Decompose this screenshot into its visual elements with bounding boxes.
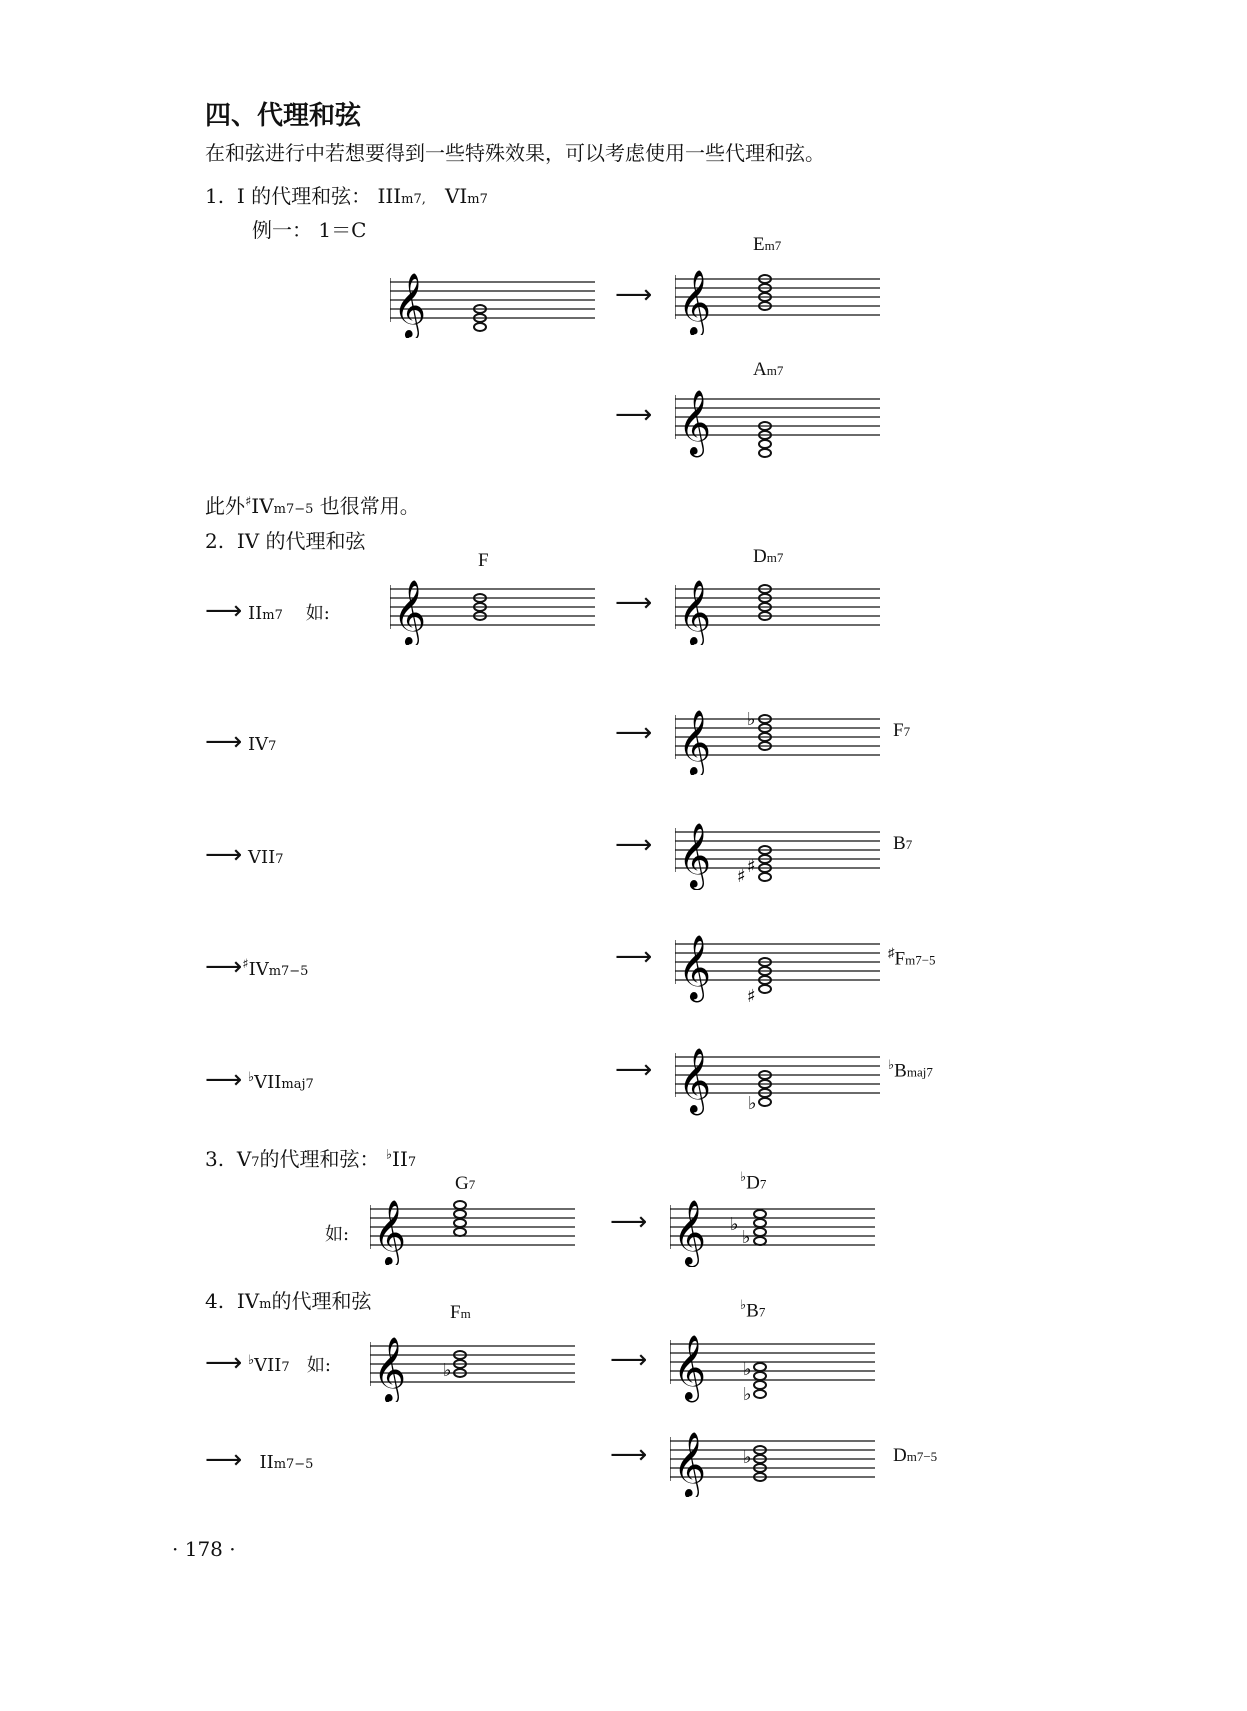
treble-clef-icon: 𝄞 — [678, 823, 712, 888]
staff-g7 — [370, 1195, 580, 1265]
s4-row1-label: ⟶ ♭VII7 如: — [205, 1348, 331, 1378]
s3-heading: 3. V7的代理和弦： ♭II7 — [205, 1147, 417, 1171]
treble-clef-icon: 𝄞 — [393, 580, 427, 645]
staff-b7 — [675, 818, 885, 890]
arrow-6: ⟶ — [615, 942, 653, 972]
s2-heading: 2. IV 的代理和弦 — [205, 529, 366, 553]
sharp-icon: ♯ — [747, 856, 756, 877]
s2-row4-label: ⟶♯IVm7−5 — [205, 952, 309, 982]
staff-dm7 — [675, 575, 885, 645]
staff-fm — [370, 1332, 580, 1402]
section-title: 四、代理和弦 — [205, 101, 362, 131]
chord-dm7-5: Dm7−5 — [893, 1445, 938, 1466]
staff-c-major — [390, 268, 600, 338]
flat-icon: ♭ — [743, 1447, 752, 1468]
arrow-8: ⟶ — [610, 1207, 648, 1237]
s2-row5-label: ⟶ ♭VIImaj7 — [205, 1065, 314, 1095]
s2-row2-label: ⟶ IV7 — [205, 727, 277, 757]
treble-clef-icon: 𝄞 — [393, 273, 427, 338]
staff-em7 — [675, 265, 885, 335]
arrow-5: ⟶ — [615, 830, 653, 860]
sharp-icon: ♯ — [737, 866, 746, 887]
chord-dflat7: ♭D7 — [740, 1169, 767, 1194]
flat-icon: ♭ — [730, 1214, 739, 1235]
treble-clef-icon: 𝄞 — [678, 270, 712, 335]
staff-dm7-5 — [670, 1427, 880, 1497]
treble-clef-icon: 𝄞 — [678, 710, 712, 775]
chord-f: F — [478, 550, 489, 571]
arrow-9: ⟶ — [610, 1345, 648, 1375]
chord-g7: G7 — [455, 1173, 476, 1194]
s3-ru-label: 如: — [325, 1224, 350, 1245]
arrow-7: ⟶ — [615, 1055, 653, 1085]
staff-f — [390, 575, 600, 645]
chord-em7: Em7 — [753, 234, 782, 255]
chord-fm: Fm — [450, 1302, 471, 1323]
page-number: · 178 · — [172, 1537, 236, 1561]
flat-icon: ♭ — [748, 1093, 757, 1114]
s1-heading: 1. I 的代理和弦： IIIm7, VIm7 — [205, 184, 488, 208]
s2-row3-label: ⟶ VII7 — [205, 840, 284, 870]
flat-icon: ♭ — [743, 1384, 752, 1405]
treble-clef-icon: 𝄞 — [673, 1200, 707, 1265]
staff-f7 — [675, 705, 885, 775]
chord-fsharp-m7-5: ♯Fm7−5 — [888, 945, 936, 970]
flat-icon: ♭ — [742, 1227, 751, 1248]
treble-clef-icon: 𝄞 — [673, 1335, 707, 1400]
treble-clef-icon: 𝄞 — [373, 1200, 407, 1265]
sharp-icon: ♯ — [747, 986, 756, 1007]
chord-b7: B7 — [893, 833, 913, 854]
arrow-4: ⟶ — [615, 718, 653, 748]
treble-clef-icon: 𝄞 — [678, 580, 712, 645]
chord-dm7: Dm7 — [753, 546, 784, 567]
staff-dflat7 — [670, 1195, 880, 1267]
treble-clef-icon: 𝄞 — [678, 935, 712, 1000]
s4-heading: 4. IVm的代理和弦 — [205, 1289, 372, 1313]
example-label: 例一： 1＝C — [252, 218, 367, 242]
arrow-3: ⟶ — [615, 588, 653, 618]
arrow-10: ⟶ — [610, 1440, 648, 1470]
staff-bflat-maj7 — [675, 1043, 885, 1118]
flat-icon: ♭ — [747, 709, 756, 730]
treble-clef-icon: 𝄞 — [373, 1337, 407, 1402]
staff-fsharp-m7-5 — [675, 930, 885, 1010]
treble-clef-icon: 𝄞 — [678, 1048, 712, 1113]
intro-text: 在和弦进行中若想要得到一些特殊效果，可以考虑使用一些代理和弦。 — [205, 141, 825, 165]
arrow-1: ⟶ — [615, 280, 653, 310]
arrow-2: ⟶ — [615, 400, 653, 430]
chord-am7: Am7 — [753, 359, 784, 380]
staff-bflat7 — [670, 1330, 880, 1405]
s2-row1-label: ⟶ IIm7 如: — [205, 596, 330, 626]
extra-note: 此外♯IVm7−5 也很常用。 — [205, 494, 420, 518]
treble-clef-icon: 𝄞 — [678, 390, 712, 455]
staff-am7 — [675, 385, 885, 465]
s4-row2-label: ⟶ IIm7−5 — [205, 1445, 314, 1475]
treble-clef-icon: 𝄞 — [673, 1432, 707, 1497]
chord-f7: F7 — [893, 720, 911, 741]
chord-bflat7: ♭B7 — [740, 1297, 766, 1322]
flat-icon: ♭ — [443, 1360, 452, 1381]
flat-icon: ♭ — [743, 1359, 752, 1380]
chord-bflat-maj7: ♭Bmaj7 — [888, 1057, 933, 1082]
